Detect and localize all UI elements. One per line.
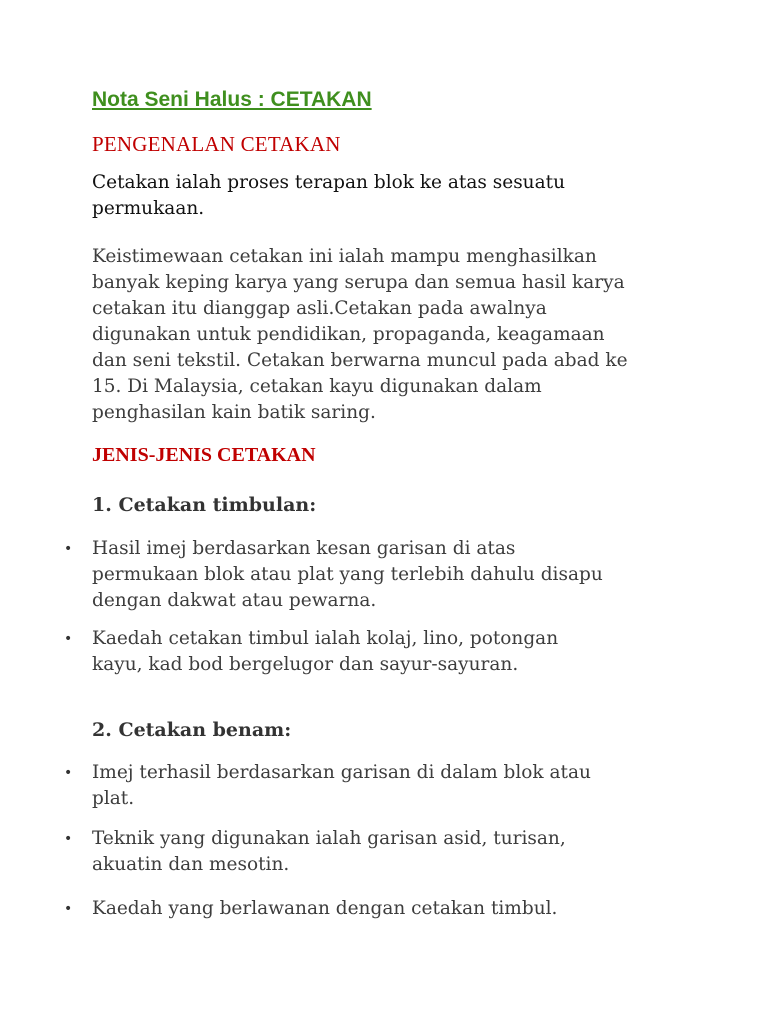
section-heading-pengenalan: PENGENALAN CETAKAN — [92, 132, 341, 156]
title-link[interactable]: Nota Seni Halus : CETAKAN — [92, 88, 372, 111]
list-item-text: Teknik yang digunakan ialah garisan asid, turisan, akuatin dan mesotin. — [92, 828, 566, 875]
bullet-icon: • — [64, 541, 73, 557]
subheading-cetakan-timbulan: 1. Cetakan timbulan: — [92, 494, 317, 516]
intro-paragraph: Cetakan ialah proses terapan blok ke atas sesuatu permukaan. — [92, 172, 565, 219]
bullet-icon: • — [64, 901, 73, 917]
section-heading-jenis: JENIS-JENIS CETAKAN — [92, 444, 316, 466]
list-item-text: Imej terhasil berdasarkan garisan di dalam blok atau plat. — [92, 762, 591, 809]
list-item-text: Kaedah yang berlawanan dengan cetakan timbul. — [92, 898, 558, 919]
subheading-cetakan-benam: 2. Cetakan benam: — [92, 719, 292, 741]
bullet-icon: • — [64, 831, 73, 847]
list-item-text: Hasil imej berdasarkan kesan garisan di atas permukaan blok atau plat yang terlebih dahulu disapu dengan dakwat atau pewarna. — [92, 538, 603, 611]
bullet-icon: • — [64, 631, 73, 647]
list-item-text: Kaedah cetakan timbul ialah kolaj, lino, potongan kayu, kad bod bergelugor dan sayur-sayuran. — [92, 628, 559, 675]
features-paragraph: Keistimewaan cetakan ini ialah mampu menghasilkan banyak keping karya yang serupa dan semua hasil karya cetakan itu dianggap asli.Cetakan pada awalnya digunakan untuk pendidikan, propaganda, keagamaan dan seni tekstil. Cetakan berwarna muncul pada abad ke 15. Di Malaysia, cetakan kayu digunakan dalam penghasilan kain batik saring. — [92, 246, 628, 423]
bullet-icon: • — [64, 765, 73, 781]
